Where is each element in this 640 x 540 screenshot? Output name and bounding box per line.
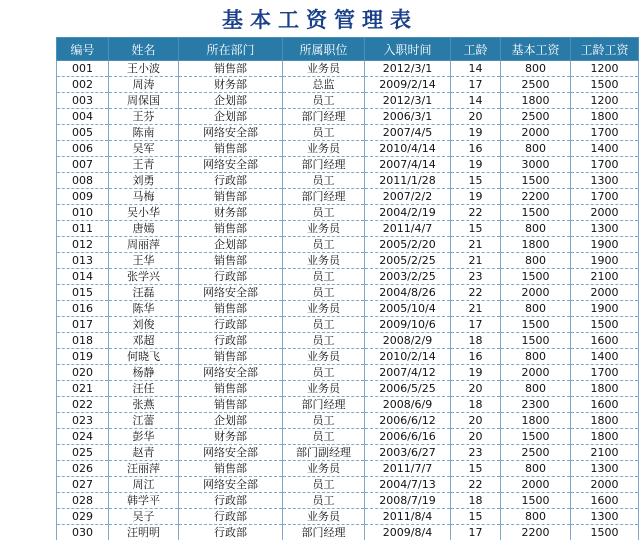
table-row xyxy=(57,397,639,413)
cell-hire-date[interactable]: 2006/3/1 xyxy=(365,109,451,125)
cell-department[interactable]: 销售部 xyxy=(179,221,283,237)
cell-name[interactable]: 彭华 xyxy=(109,429,179,445)
cell-hire-date[interactable]: 2009/8/4 xyxy=(365,525,451,540)
cell-base-salary[interactable]: 1500 xyxy=(501,205,571,221)
cell-name[interactable]: 王芬 xyxy=(109,109,179,125)
cell-position[interactable]: 部门经理 xyxy=(283,109,365,125)
cell-position[interactable]: 员工 xyxy=(283,93,365,109)
cell-department[interactable]: 行政部 xyxy=(179,317,283,333)
cell-base-salary[interactable]: 1500 xyxy=(501,493,571,509)
cell-base-salary[interactable]: 800 xyxy=(501,349,571,365)
cell-name[interactable]: 周江 xyxy=(109,477,179,493)
cell-hire-date[interactable]: 2006/6/12 xyxy=(365,413,451,429)
cell-years[interactable]: 22 xyxy=(451,205,501,221)
cell-hire-date[interactable]: 2008/7/19 xyxy=(365,493,451,509)
cell-seniority-pay[interactable]: 1300 xyxy=(571,221,639,237)
header-base-salary[interactable]: 基本工资 xyxy=(501,38,571,61)
salary-table xyxy=(56,37,639,540)
table-body xyxy=(57,61,639,540)
cell-position[interactable]: 员工 xyxy=(283,429,365,445)
cell-id[interactable]: 022 xyxy=(57,397,109,413)
cell-name[interactable]: 江蕾 xyxy=(109,413,179,429)
cell-base-salary[interactable]: 2200 xyxy=(501,525,571,540)
cell-seniority-pay[interactable]: 1400 xyxy=(571,141,639,157)
cell-position[interactable]: 员工 xyxy=(283,477,365,493)
cell-name[interactable]: 汪丽萍 xyxy=(109,461,179,477)
cell-hire-date[interactable]: 2011/4/7 xyxy=(365,221,451,237)
cell-years[interactable]: 19 xyxy=(451,125,501,141)
table-row xyxy=(57,253,639,269)
cell-hire-date[interactable]: 2003/6/27 xyxy=(365,445,451,461)
cell-id[interactable]: 007 xyxy=(57,157,109,173)
cell-name[interactable]: 王青 xyxy=(109,157,179,173)
table-row xyxy=(57,381,639,397)
cell-years[interactable]: 17 xyxy=(451,317,501,333)
table-row xyxy=(57,205,639,221)
cell-hire-date[interactable]: 2005/2/25 xyxy=(365,253,451,269)
cell-hire-date[interactable]: 2012/3/1 xyxy=(365,61,451,77)
cell-id[interactable]: 019 xyxy=(57,349,109,365)
cell-base-salary[interactable]: 2500 xyxy=(501,445,571,461)
cell-base-salary[interactable]: 1800 xyxy=(501,93,571,109)
cell-years[interactable]: 22 xyxy=(451,477,501,493)
cell-department[interactable]: 销售部 xyxy=(179,189,283,205)
cell-years[interactable]: 21 xyxy=(451,253,501,269)
cell-base-salary[interactable]: 2200 xyxy=(501,189,571,205)
cell-department[interactable]: 网络安全部 xyxy=(179,445,283,461)
cell-base-salary[interactable]: 1800 xyxy=(501,237,571,253)
cell-department[interactable]: 销售部 xyxy=(179,61,283,77)
cell-years[interactable]: 16 xyxy=(451,349,501,365)
cell-department[interactable]: 财务部 xyxy=(179,205,283,221)
header-seniority-pay[interactable]: 工龄工资 xyxy=(571,38,639,61)
cell-hire-date[interactable]: 2004/2/19 xyxy=(365,205,451,221)
cell-position[interactable]: 员工 xyxy=(283,285,365,301)
table-row xyxy=(57,173,639,189)
table-row xyxy=(57,317,639,333)
cell-name[interactable]: 吴子 xyxy=(109,509,179,525)
table-row xyxy=(57,333,639,349)
cell-department[interactable]: 企划部 xyxy=(179,93,283,109)
cell-seniority-pay[interactable]: 1500 xyxy=(571,525,639,540)
cell-id[interactable]: 029 xyxy=(57,509,109,525)
cell-id[interactable]: 005 xyxy=(57,125,109,141)
cell-department[interactable]: 财务部 xyxy=(179,429,283,445)
cell-years[interactable]: 22 xyxy=(451,285,501,301)
cell-seniority-pay[interactable]: 1900 xyxy=(571,253,639,269)
cell-seniority-pay[interactable]: 1300 xyxy=(571,173,639,189)
cell-base-salary[interactable]: 2500 xyxy=(501,109,571,125)
cell-id[interactable]: 028 xyxy=(57,493,109,509)
cell-position[interactable]: 员工 xyxy=(283,173,365,189)
table-row xyxy=(57,349,639,365)
cell-name[interactable]: 汪磊 xyxy=(109,285,179,301)
cell-hire-date[interactable]: 2006/5/25 xyxy=(365,381,451,397)
cell-department[interactable]: 行政部 xyxy=(179,333,283,349)
cell-id[interactable]: 004 xyxy=(57,109,109,125)
cell-department[interactable]: 行政部 xyxy=(179,525,283,540)
cell-seniority-pay[interactable]: 2000 xyxy=(571,285,639,301)
cell-position[interactable]: 业务员 xyxy=(283,349,365,365)
cell-name[interactable]: 刘勇 xyxy=(109,173,179,189)
cell-name[interactable]: 刘俊 xyxy=(109,317,179,333)
cell-base-salary[interactable]: 2000 xyxy=(501,125,571,141)
cell-seniority-pay[interactable]: 1700 xyxy=(571,157,639,173)
cell-name[interactable]: 吴军 xyxy=(109,141,179,157)
cell-name[interactable]: 赵青 xyxy=(109,445,179,461)
cell-id[interactable]: 024 xyxy=(57,429,109,445)
cell-position[interactable]: 业务员 xyxy=(283,253,365,269)
cell-seniority-pay[interactable]: 1200 xyxy=(571,61,639,77)
cell-seniority-pay[interactable]: 1700 xyxy=(571,365,639,381)
cell-id[interactable]: 006 xyxy=(57,141,109,157)
header-years[interactable]: 工龄 xyxy=(451,38,501,61)
cell-position[interactable]: 总监 xyxy=(283,77,365,93)
cell-id[interactable]: 030 xyxy=(57,525,109,540)
cell-years[interactable]: 16 xyxy=(451,141,501,157)
cell-position[interactable]: 员工 xyxy=(283,269,365,285)
cell-years[interactable]: 17 xyxy=(451,77,501,93)
cell-position[interactable]: 部门经理 xyxy=(283,397,365,413)
cell-hire-date[interactable]: 2008/6/9 xyxy=(365,397,451,413)
cell-seniority-pay[interactable]: 1300 xyxy=(571,509,639,525)
cell-id[interactable]: 008 xyxy=(57,173,109,189)
table-title: 基本工资管理表 xyxy=(222,7,418,32)
cell-hire-date[interactable]: 2003/2/25 xyxy=(365,269,451,285)
cell-hire-date[interactable]: 2006/6/16 xyxy=(365,429,451,445)
cell-years[interactable]: 20 xyxy=(451,109,501,125)
table-row xyxy=(57,237,639,253)
table-row xyxy=(57,525,639,540)
cell-seniority-pay[interactable]: 1200 xyxy=(571,93,639,109)
cell-base-salary[interactable]: 1500 xyxy=(501,269,571,285)
cell-years[interactable]: 18 xyxy=(451,493,501,509)
cell-position[interactable]: 员工 xyxy=(283,413,365,429)
cell-base-salary[interactable]: 800 xyxy=(501,141,571,157)
cell-seniority-pay[interactable]: 1600 xyxy=(571,333,639,349)
cell-position[interactable]: 员工 xyxy=(283,493,365,509)
cell-seniority-pay[interactable]: 1500 xyxy=(571,317,639,333)
table-row xyxy=(57,445,639,461)
cell-seniority-pay[interactable]: 1300 xyxy=(571,461,639,477)
cell-seniority-pay[interactable]: 1700 xyxy=(571,189,639,205)
cell-name[interactable]: 韩学平 xyxy=(109,493,179,509)
header-position[interactable]: 所属职位 xyxy=(283,38,365,61)
cell-base-salary[interactable]: 2000 xyxy=(501,285,571,301)
cell-hire-date[interactable]: 2011/7/7 xyxy=(365,461,451,477)
cell-position[interactable]: 员工 xyxy=(283,205,365,221)
cell-id[interactable]: 021 xyxy=(57,381,109,397)
cell-seniority-pay[interactable]: 1400 xyxy=(571,349,639,365)
table-row xyxy=(57,285,639,301)
cell-base-salary[interactable]: 2000 xyxy=(501,477,571,493)
cell-hire-date[interactable]: 2007/4/12 xyxy=(365,365,451,381)
cell-seniority-pay[interactable]: 2100 xyxy=(571,269,639,285)
cell-name[interactable]: 汪任 xyxy=(109,381,179,397)
cell-department[interactable]: 企划部 xyxy=(179,237,283,253)
cell-years[interactable]: 23 xyxy=(451,269,501,285)
cell-seniority-pay[interactable]: 1800 xyxy=(571,381,639,397)
cell-seniority-pay[interactable]: 2100 xyxy=(571,445,639,461)
cell-seniority-pay[interactable]: 1800 xyxy=(571,109,639,125)
cell-years[interactable]: 14 xyxy=(451,61,501,77)
cell-seniority-pay[interactable]: 1500 xyxy=(571,77,639,93)
cell-position[interactable]: 业务员 xyxy=(283,301,365,317)
cell-hire-date[interactable]: 2007/2/2 xyxy=(365,189,451,205)
cell-department[interactable]: 销售部 xyxy=(179,397,283,413)
cell-name[interactable]: 陈南 xyxy=(109,125,179,141)
cell-base-salary[interactable]: 800 xyxy=(501,509,571,525)
table-row xyxy=(57,477,639,493)
cell-name[interactable]: 杨静 xyxy=(109,365,179,381)
cell-name[interactable]: 张学兴 xyxy=(109,269,179,285)
cell-seniority-pay[interactable]: 1900 xyxy=(571,237,639,253)
table-row xyxy=(57,429,639,445)
cell-base-salary[interactable]: 2500 xyxy=(501,77,571,93)
cell-name[interactable]: 马梅 xyxy=(109,189,179,205)
cell-base-salary[interactable]: 800 xyxy=(501,61,571,77)
cell-department[interactable]: 财务部 xyxy=(179,77,283,93)
table-row xyxy=(57,461,639,477)
cell-years[interactable]: 18 xyxy=(451,333,501,349)
cell-base-salary[interactable]: 1800 xyxy=(501,413,571,429)
header-hire-date[interactable]: 入职时间 xyxy=(365,38,451,61)
cell-hire-date[interactable]: 2005/10/4 xyxy=(365,301,451,317)
cell-seniority-pay[interactable]: 2000 xyxy=(571,205,639,221)
cell-base-salary[interactable]: 2300 xyxy=(501,397,571,413)
table-row xyxy=(57,413,639,429)
cell-id[interactable]: 023 xyxy=(57,413,109,429)
cell-position[interactable]: 员工 xyxy=(283,237,365,253)
cell-seniority-pay[interactable]: 1900 xyxy=(571,301,639,317)
table-row xyxy=(57,109,639,125)
cell-base-salary[interactable]: 800 xyxy=(501,381,571,397)
header-name[interactable]: 姓名 xyxy=(109,38,179,61)
cell-name[interactable]: 何晓飞 xyxy=(109,349,179,365)
cell-hire-date[interactable]: 2007/4/14 xyxy=(365,157,451,173)
table-row xyxy=(57,365,639,381)
cell-id[interactable]: 009 xyxy=(57,189,109,205)
cell-name[interactable]: 邓超 xyxy=(109,333,179,349)
cell-department[interactable]: 企划部 xyxy=(179,109,283,125)
cell-name[interactable]: 王小波 xyxy=(109,61,179,77)
cell-position[interactable]: 部门经理 xyxy=(283,157,365,173)
cell-years[interactable]: 20 xyxy=(451,429,501,445)
cell-hire-date[interactable]: 2012/3/1 xyxy=(365,93,451,109)
header-id[interactable]: 编号 xyxy=(57,38,109,61)
cell-base-salary[interactable]: 800 xyxy=(501,301,571,317)
cell-years[interactable]: 21 xyxy=(451,301,501,317)
table-row xyxy=(57,61,639,77)
cell-position[interactable]: 业务员 xyxy=(283,509,365,525)
cell-position[interactable]: 部门经理 xyxy=(283,525,365,540)
cell-name[interactable]: 汪明明 xyxy=(109,525,179,540)
cell-base-salary[interactable]: 800 xyxy=(501,253,571,269)
cell-years[interactable]: 19 xyxy=(451,365,501,381)
cell-department[interactable]: 销售部 xyxy=(179,349,283,365)
cell-hire-date[interactable]: 2009/10/6 xyxy=(365,317,451,333)
cell-hire-date[interactable]: 2004/8/26 xyxy=(365,285,451,301)
cell-position[interactable]: 业务员 xyxy=(283,381,365,397)
cell-years[interactable]: 19 xyxy=(451,157,501,173)
cell-id[interactable]: 020 xyxy=(57,365,109,381)
cell-position[interactable]: 业务员 xyxy=(283,461,365,477)
cell-base-salary[interactable]: 1500 xyxy=(501,173,571,189)
cell-hire-date[interactable]: 2008/2/9 xyxy=(365,333,451,349)
cell-department[interactable]: 网络安全部 xyxy=(179,285,283,301)
cell-base-salary[interactable]: 800 xyxy=(501,221,571,237)
cell-id[interactable]: 002 xyxy=(57,77,109,93)
cell-department[interactable]: 销售部 xyxy=(179,381,283,397)
cell-years[interactable]: 20 xyxy=(451,413,501,429)
table-row xyxy=(57,77,639,93)
cell-years[interactable]: 19 xyxy=(451,189,501,205)
cell-seniority-pay[interactable]: 1700 xyxy=(571,125,639,141)
cell-department[interactable]: 行政部 xyxy=(179,509,283,525)
cell-position[interactable]: 员工 xyxy=(283,125,365,141)
table-row xyxy=(57,221,639,237)
cell-name[interactable]: 唐嫣 xyxy=(109,221,179,237)
cell-id[interactable]: 017 xyxy=(57,317,109,333)
cell-id[interactable]: 013 xyxy=(57,253,109,269)
header-row xyxy=(57,38,639,61)
cell-name[interactable]: 王华 xyxy=(109,253,179,269)
cell-id[interactable]: 011 xyxy=(57,221,109,237)
cell-years[interactable]: 17 xyxy=(451,525,501,540)
cell-department[interactable]: 网络安全部 xyxy=(179,477,283,493)
table-row xyxy=(57,125,639,141)
cell-years[interactable]: 15 xyxy=(451,173,501,189)
cell-id[interactable]: 012 xyxy=(57,237,109,253)
cell-base-salary[interactable]: 1500 xyxy=(501,429,571,445)
cell-department[interactable]: 销售部 xyxy=(179,301,283,317)
cell-hire-date[interactable]: 2011/8/4 xyxy=(365,509,451,525)
cell-department[interactable]: 行政部 xyxy=(179,493,283,509)
cell-hire-date[interactable]: 2010/2/14 xyxy=(365,349,451,365)
cell-position[interactable]: 部门副经理 xyxy=(283,445,365,461)
cell-years[interactable]: 15 xyxy=(451,461,501,477)
cell-years[interactable]: 23 xyxy=(451,445,501,461)
cell-id[interactable]: 018 xyxy=(57,333,109,349)
cell-id[interactable]: 003 xyxy=(57,93,109,109)
cell-name[interactable]: 陈华 xyxy=(109,301,179,317)
cell-id[interactable]: 025 xyxy=(57,445,109,461)
table-row xyxy=(57,141,639,157)
cell-department[interactable]: 网络安全部 xyxy=(179,365,283,381)
cell-base-salary[interactable]: 800 xyxy=(501,461,571,477)
table-row xyxy=(57,157,639,173)
cell-department[interactable]: 行政部 xyxy=(179,269,283,285)
cell-position[interactable]: 员工 xyxy=(283,365,365,381)
cell-department[interactable]: 销售部 xyxy=(179,141,283,157)
cell-seniority-pay[interactable]: 2000 xyxy=(571,477,639,493)
cell-seniority-pay[interactable]: 1800 xyxy=(571,413,639,429)
cell-hire-date[interactable]: 2007/4/5 xyxy=(365,125,451,141)
cell-years[interactable]: 18 xyxy=(451,397,501,413)
cell-department[interactable]: 销售部 xyxy=(179,253,283,269)
table-row xyxy=(57,93,639,109)
cell-name[interactable]: 周丽萍 xyxy=(109,237,179,253)
table-row xyxy=(57,301,639,317)
header-department[interactable]: 所在部门 xyxy=(179,38,283,61)
cell-years[interactable]: 14 xyxy=(451,93,501,109)
cell-years[interactable]: 15 xyxy=(451,221,501,237)
cell-position[interactable]: 员工 xyxy=(283,333,365,349)
cell-id[interactable]: 016 xyxy=(57,301,109,317)
cell-hire-date[interactable]: 2005/2/20 xyxy=(365,237,451,253)
cell-id[interactable]: 014 xyxy=(57,269,109,285)
cell-years[interactable]: 21 xyxy=(451,237,501,253)
cell-hire-date[interactable]: 2004/7/13 xyxy=(365,477,451,493)
cell-id[interactable]: 010 xyxy=(57,205,109,221)
cell-position[interactable]: 业务员 xyxy=(283,61,365,77)
cell-id[interactable]: 001 xyxy=(57,61,109,77)
cell-seniority-pay[interactable]: 1600 xyxy=(571,397,639,413)
cell-department[interactable]: 网络安全部 xyxy=(179,157,283,173)
cell-department[interactable]: 网络安全部 xyxy=(179,125,283,141)
cell-name[interactable]: 张燕 xyxy=(109,397,179,413)
cell-years[interactable]: 15 xyxy=(451,509,501,525)
cell-position[interactable]: 部门经理 xyxy=(283,189,365,205)
cell-base-salary[interactable]: 1500 xyxy=(501,317,571,333)
cell-name[interactable]: 周涛 xyxy=(109,77,179,93)
cell-base-salary[interactable]: 1500 xyxy=(501,333,571,349)
cell-department[interactable]: 企划部 xyxy=(179,413,283,429)
cell-id[interactable]: 027 xyxy=(57,477,109,493)
cell-hire-date[interactable]: 2009/2/14 xyxy=(365,77,451,93)
cell-hire-date[interactable]: 2011/1/28 xyxy=(365,173,451,189)
cell-department[interactable]: 销售部 xyxy=(179,461,283,477)
cell-department[interactable]: 行政部 xyxy=(179,173,283,189)
cell-base-salary[interactable]: 3000 xyxy=(501,157,571,173)
cell-base-salary[interactable]: 2000 xyxy=(501,365,571,381)
cell-name[interactable]: 吴小华 xyxy=(109,205,179,221)
cell-name[interactable]: 周保国 xyxy=(109,93,179,109)
table-row xyxy=(57,189,639,205)
cell-id[interactable]: 015 xyxy=(57,285,109,301)
table-row xyxy=(57,269,639,285)
table-row xyxy=(57,493,639,509)
cell-position[interactable]: 业务员 xyxy=(283,221,365,237)
cell-years[interactable]: 20 xyxy=(451,381,501,397)
cell-seniority-pay[interactable]: 1600 xyxy=(571,493,639,509)
cell-seniority-pay[interactable]: 1800 xyxy=(571,429,639,445)
cell-hire-date[interactable]: 2010/4/14 xyxy=(365,141,451,157)
cell-position[interactable]: 业务员 xyxy=(283,141,365,157)
cell-position[interactable]: 员工 xyxy=(283,317,365,333)
table-row xyxy=(57,509,639,525)
cell-id[interactable]: 026 xyxy=(57,461,109,477)
